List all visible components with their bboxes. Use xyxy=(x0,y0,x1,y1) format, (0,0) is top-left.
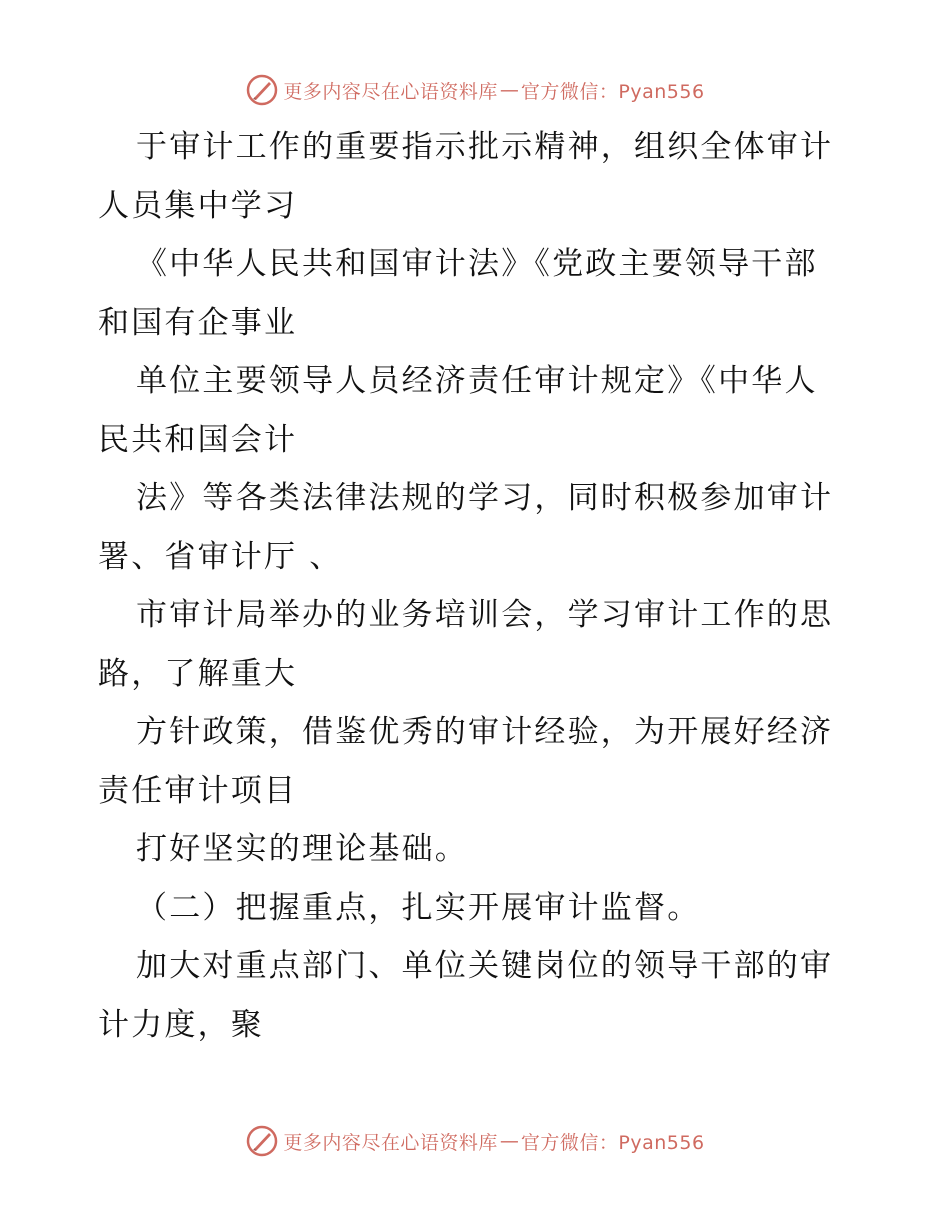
text-line: 《中华人民共和国审计法》《党政主要领导干部 xyxy=(136,246,818,282)
text-line: 方针政策，借鉴优秀的审计经验，为开展好经济 xyxy=(136,714,834,750)
watermark-dash: — xyxy=(499,79,519,101)
watermark-text: 更多内容尽在心语资料库 xyxy=(283,1131,498,1154)
text-line: 和国有企事业 xyxy=(98,304,298,341)
text-line: 于审计工作的重要指示批示精神，组织全体审计 xyxy=(136,129,834,165)
quill-pen-logo-icon xyxy=(245,73,279,107)
text-line: 责任审计项目 xyxy=(98,772,298,809)
quill-pen-logo-icon xyxy=(245,1124,279,1158)
watermark-contact: 官方微信：Pyan556 xyxy=(520,80,705,103)
section-heading: （二）把握重点，扎实开展审计监督。 xyxy=(136,889,701,926)
text-line: 人员集中学习 xyxy=(98,187,298,224)
text-line: 打好坚实的理论基础。 xyxy=(136,831,468,867)
footer-watermark xyxy=(0,1121,950,1161)
text-line: 路，了解重大 xyxy=(98,655,298,692)
text-line: 加大对重点部门、单位关键岗位的领导干部的审 xyxy=(136,948,834,984)
text-line: 法》等各类法律法规的学习，同时积极参加审计 xyxy=(136,480,834,516)
text-line: 单位主要领导人员经济责任审计规定》《中华人 xyxy=(136,363,818,399)
text-line: 市审计局举办的业务培训会，学习审计工作的思 xyxy=(136,597,834,633)
document-body xyxy=(98,118,858,1054)
text-line: 民共和国会计 xyxy=(98,421,298,458)
watermark-dash: — xyxy=(499,1130,519,1152)
watermark-contact: 官方微信：Pyan556 xyxy=(520,1131,705,1154)
text-line: 计力度，聚 xyxy=(98,1006,264,1043)
header-watermark xyxy=(0,70,950,110)
text-line: 署、省审计厅 、 xyxy=(98,538,343,575)
watermark-text: 更多内容尽在心语资料库 xyxy=(283,80,498,103)
